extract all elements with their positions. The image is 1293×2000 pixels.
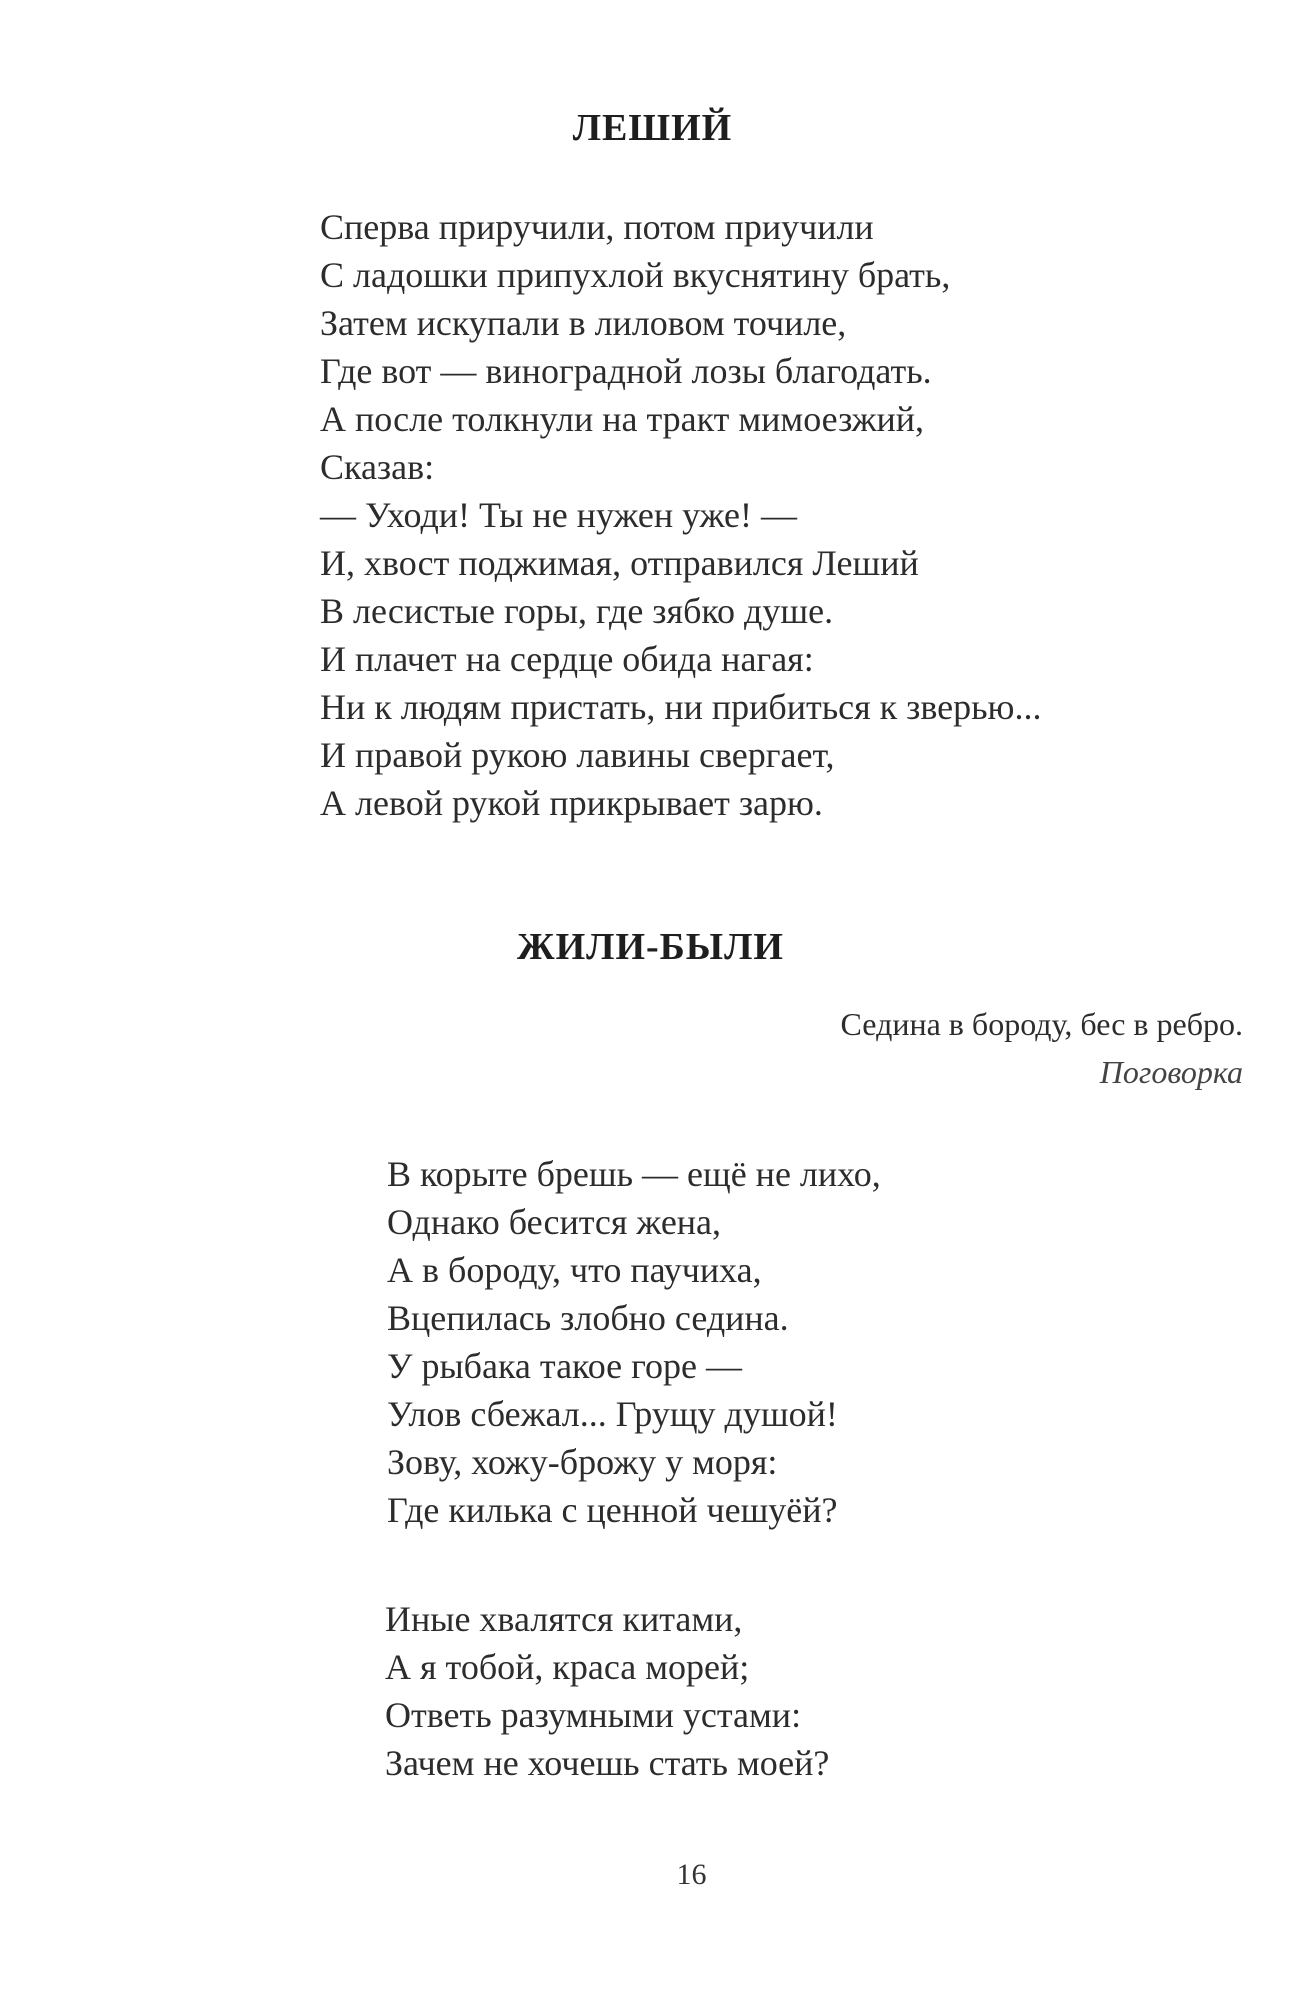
poem-line: Ответь разумными устами: (385, 1695, 802, 1735)
poem-line: А в бороду, что паучиха, (387, 1250, 762, 1290)
page-number: 16 (676, 1858, 707, 1891)
poem-line: Сперва приручили, потом приучили (320, 207, 874, 247)
poem-line: И плачет на сердце обида нагая: (320, 639, 814, 679)
poem-line: И правой рукою лавины свергает, (320, 735, 835, 775)
poem-line: И, хвост поджимая, отправился Леший (320, 543, 919, 583)
poem-line: С ладошки припухлой вкуснятину брать, (320, 255, 951, 295)
poem-line: А левой рукой прикрывает зарю. (320, 783, 823, 823)
epigraph-source: Поговорка (1099, 1054, 1243, 1090)
poem-line: Ни к людям пристать, ни прибиться к зверью... (320, 687, 1042, 727)
poem-line: Сказав: (320, 447, 435, 487)
poem-zhili-byli-stanza-2 (385, 1595, 829, 1787)
poem-line: В лесистые горы, где зябко душе. (320, 591, 834, 631)
epigraph (841, 1000, 1243, 1096)
poem-title-leshiy: ЛЕШИЙ (572, 107, 733, 149)
poem-line: В корыте брешь — ещё не лихо, (387, 1154, 881, 1194)
poem-line: — Уходи! Ты не нужен уже! — (320, 495, 797, 535)
poem-line: Зачем не хочешь стать моей? (385, 1743, 830, 1783)
poem-line: У рыбака такое горе — (387, 1346, 742, 1386)
poem-line: Зову, хожу-брожу у моря: (387, 1442, 778, 1482)
poem-line: Вцепилась злобно седина. (387, 1298, 789, 1338)
poem-line: Где вот — виноградной лозы благодать. (320, 351, 932, 391)
poem-line: Где килька с ценной чешуёй? (387, 1490, 838, 1530)
poem-line: Улов сбежал... Грущу душой! (387, 1394, 838, 1434)
poem-line: А после толкнули на тракт мимоезжий, (320, 399, 925, 439)
epigraph-text: Седина в бороду, бес в ребро. (840, 1006, 1243, 1042)
poem-line: А я тобой, краса морей; (385, 1647, 750, 1687)
poem-line: Однако бесится жена, (387, 1202, 722, 1242)
poem-line: Затем искупали в лиловом точиле, (320, 303, 847, 343)
poem-leshiy-text (320, 203, 1041, 827)
poem-title-zhili-byli: ЖИЛИ-БЫЛИ (517, 926, 784, 968)
poem-line: Иные хвалятся китами, (385, 1599, 743, 1639)
poem-zhili-byli-stanza-1 (387, 1150, 881, 1534)
